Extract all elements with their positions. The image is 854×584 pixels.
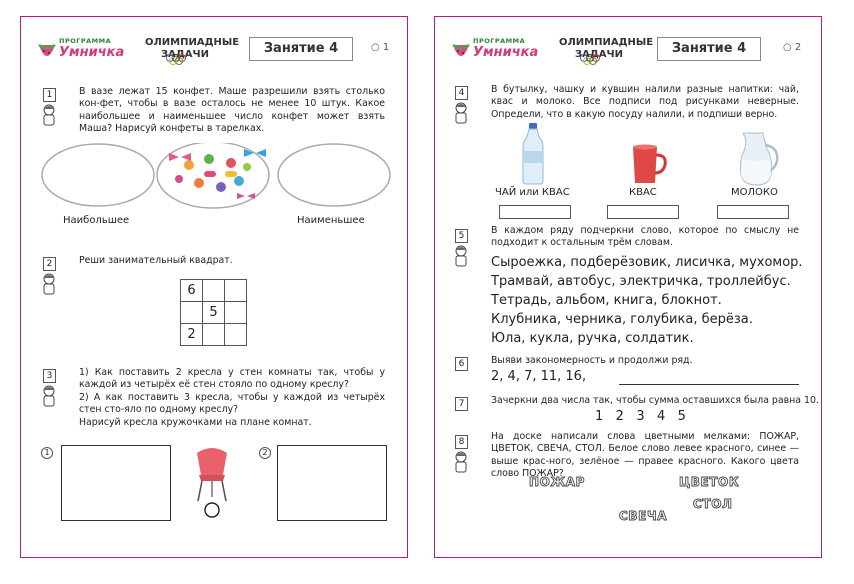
lesson-title: Занятие 4 [657,37,761,61]
room-plan-2[interactable] [277,445,387,521]
task-number: 2 [43,257,56,271]
task3-line3: Нарисуй кресла кружочками на плане комнат. [79,416,312,428]
task1-text: В вазе лежат 15 конфет. Маше разрешили взять столько кон-фет, чтобы в вазе осталось не менее 10 штук. Какое наибольшее и наименьшее число конфет может взять Маша? Нарисуй конфеты в тарелках. [79,86,385,135]
plate-max-label: Наибольшее [63,215,130,226]
sequence-answer-line[interactable] [619,373,799,385]
brand-logo [451,37,537,71]
task6-text: Выяви закономерность и продолжи ряд. [491,355,693,366]
task2-text: Реши занимательный квадрат. [79,255,233,266]
task3-line1: 1) Как поставить 2 кресла у стен комнаты так, чтобы у каждой из четырёх её стен стояло по одному креслу? [79,367,385,391]
grid-cell[interactable]: 6 [181,280,203,302]
lesson-title: Занятие 4 [249,37,353,61]
drink-label: КВАС [629,187,657,198]
kid-mascot-icon [41,272,57,296]
grid-cell[interactable] [225,302,247,324]
room-number: 2 [259,447,271,459]
grid-cell[interactable]: 5 [203,302,225,324]
circle-symbol-icon [203,501,221,519]
task-number: 6 [455,357,468,371]
page-number: ○ 2 [783,42,802,53]
watermelon-logo-icon [37,41,57,63]
task-number: 3 [43,369,56,383]
grid-cell[interactable] [225,280,247,302]
kid-mascot-icon [41,103,57,127]
olympic-rings-icon [165,53,187,65]
kid-mascot-icon [453,101,469,125]
word-row[interactable]: Клубника, черника, голубика, берёза. [491,312,753,327]
chalk-word-svecha: СВЕЧА [619,509,668,523]
number-sequence: 2, 4, 7, 11, 16, [491,369,587,384]
glass-jug-icon [735,131,781,187]
header-title-line1: ОЛИМПИАДНЫЕ [145,37,240,48]
kid-mascot-icon [453,450,469,474]
kid-mascot-icon [453,244,469,268]
plate-min [278,144,390,206]
red-cup-icon [629,143,669,185]
header-title-line2: ЗАДАЧИ [575,49,623,60]
word-row[interactable]: Тетрадь, альбом, книга, блокнот. [491,293,722,308]
plate-max [42,144,154,206]
worksheet-page-2 [434,16,822,558]
brand-big-text: Умничка [473,45,539,60]
plate-min-label: Наименьшее [297,215,365,226]
task-number: 1 [43,88,56,102]
brand-big-text: Умничка [59,45,125,60]
word-row[interactable]: Юла, кукла, ручка, солдатик. [491,331,694,346]
room-number: 1 [41,447,53,459]
task8-text: На доске написали слова цветными мелками: ПОЖАР, ЦВЕТОК, СВЕЧА, СТОЛ. Белое слово левее красного, синее — выше крас-ного, зелёное — правее красного. Какого цвета слово ПОЖАР? [491,431,799,480]
armchair-icon [191,447,233,503]
magic-square-grid [180,279,247,346]
drink-label: ЧАЙ или КВАС [495,187,570,198]
olympic-rings-icon [579,53,601,65]
water-bottle-icon [521,123,545,185]
numbers-to-cross[interactable]: 1 2 3 4 5 [595,409,686,424]
drink-label: МОЛОКО [731,187,778,198]
grid-cell[interactable] [203,280,225,302]
kid-mascot-icon [41,384,57,408]
task5-text: В каждом ряду подчеркни слово, которое по смыслу не подходит к остальным трём словам. [491,225,799,249]
header-title-line2: ЗАДАЧИ [161,49,209,60]
word-row[interactable]: Сыроежка, подберёзовик, лисичка, мухомор. [491,255,803,270]
answer-box-cup[interactable] [607,205,679,219]
task-number: 8 [455,435,468,449]
grid-cell[interactable] [225,324,247,346]
room-plan-1[interactable] [61,445,171,521]
grid-cell[interactable]: 2 [181,324,203,346]
page-number: ○ 1 [371,42,390,53]
worksheet-page-1 [20,16,408,558]
chalk-word-pozhar: ПОЖАР [529,475,586,489]
task4-text: В бутылку, чашку и кувшин налили разные напитки: чай, квас и молоко. Все подписи под рисунками неверные. Определи, что в какую посуду налили, и подпиши верно. [491,84,799,120]
brand-small-text: ПРОГРАММА [59,37,112,45]
chalk-word-stol: СТОЛ [693,497,733,511]
header-title-line1: ОЛИМПИАДНЫЕ [559,37,654,48]
word-row[interactable]: Трамвай, автобус, электричка, троллейбус. [491,274,791,289]
chalk-word-tsvetok: ЦВЕТОК [679,475,740,489]
grid-cell[interactable] [181,302,203,324]
task-number: 7 [455,397,468,411]
brand-logo [37,37,123,71]
task-number: 5 [455,229,468,243]
plates-group [39,143,393,213]
answer-box-jug[interactable] [717,205,789,219]
task-number: 4 [455,86,468,100]
task7-text: Зачеркни два числа так, чтобы сумма оставшихся была равна 10. [491,395,819,406]
task3-text [79,367,385,429]
grid-cell[interactable] [203,324,225,346]
task3-line2: 2) А как поставить 3 кресла, чтобы у каждой из четырёх стен сто-яло по одному креслу? [79,391,385,416]
brand-small-text: ПРОГРАММА [473,37,526,45]
answer-box-bottle[interactable] [499,205,571,219]
watermelon-logo-icon [451,41,471,63]
